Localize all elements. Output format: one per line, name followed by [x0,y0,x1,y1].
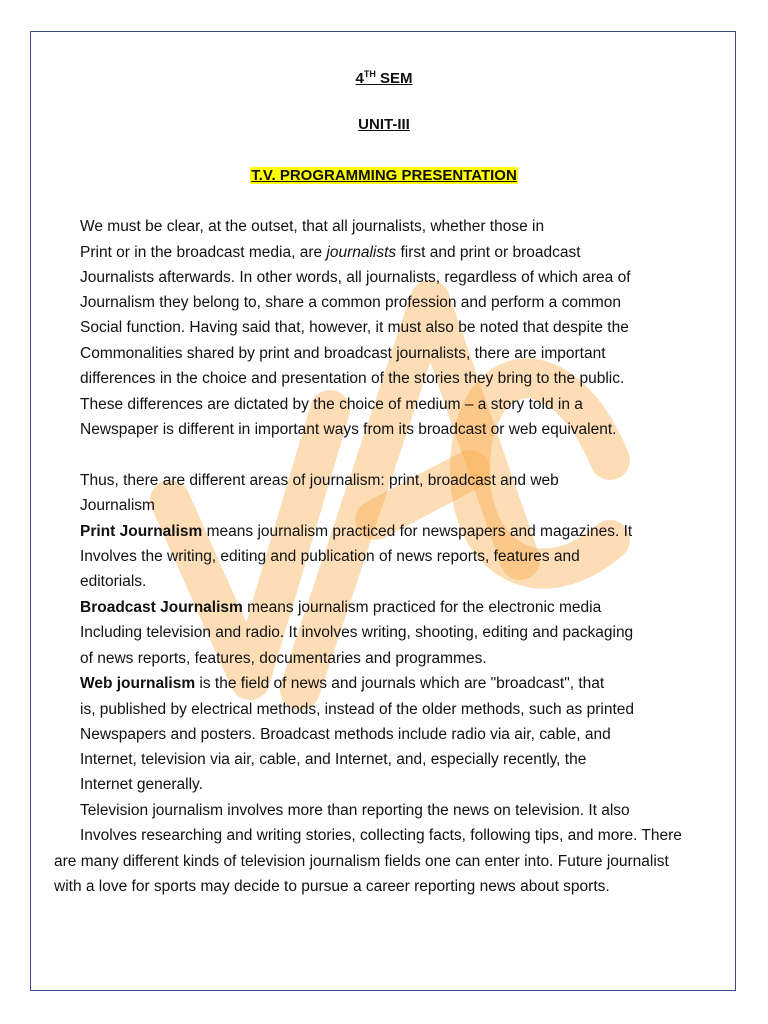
para1-line: These differences are dictated by the choice of medium – a story told in a [80,396,583,413]
broadcast-journalism-line: Broadcast Journalism means journalism practiced for the electronic media [80,599,602,616]
unit-heading: UNIT-III [358,116,410,133]
para1-line: Newspaper is different in important ways from its broadcast or web equivalent. [80,421,617,438]
tv-journalism-line: are many different kinds of television journalism fields one can enter into. Future journalist [54,853,669,870]
broadcast-journalism-term: Broadcast Journalism [80,599,243,616]
semester-heading: 4TH SEM [355,69,413,87]
italic-journalists: journalists [326,244,397,261]
print-journalism-term: Print Journalism [80,523,203,540]
document-title [0,166,768,186]
print-journalism-line: Involves the writing, editing and publication of news reports, features and [80,548,580,565]
para2-line: Journalism [80,497,155,514]
web-journalism-line: Web journalism is the field of news and journals which are "broadcast", that [80,675,605,692]
tv-journalism-line: Television journalism involves more than reporting the news on television. It also [80,802,630,819]
broadcast-journalism-line: Including television and radio. It involves writing, shooting, editing and packaging [80,624,634,641]
web-journalism-line: Newspapers and posters. Broadcast methods include radio via air, cable, and [80,726,611,743]
web-journalism-line: is, published by electrical methods, instead of the older methods, such as printed [80,701,635,718]
web-journalism-line: Internet generally. [80,776,203,793]
web-journalism-term: Web journalism [80,675,196,692]
para2-line: Thus, there are different areas of journalism: print, broadcast and web [80,472,559,489]
para1-line: Journalism they belong to, share a common profession and perform a common [80,294,622,311]
print-journalism-line: Print Journalism means journalism practiced for newspapers and magazines. It [80,523,633,540]
semester-superscript: TH [363,69,376,79]
para1-line: differences in the choice and presentation of the stories they bring to the public. [80,370,625,387]
broadcast-journalism-line: of news reports, features, documentaries and programmes. [80,650,487,667]
title-highlight: T.V. PROGRAMMING PRESENTATION [251,167,517,184]
para1-line: Commonalities shared by print and broadcast journalists, there are important [80,345,606,362]
para1-line: Print or in the broadcast media, are journalists first and print or broadcast [80,244,581,261]
web-journalism-line: Internet, television via air, cable, and Internet, and, especially recently, the [80,751,587,768]
print-journalism-line: editorials. [80,573,147,590]
para1-line: Social function. Having said that, however, it must also be noted that despite the [80,319,629,336]
tv-journalism-line: Involves researching and writing stories, collecting facts, following tips, and more. There [80,827,682,844]
para1-line: Journalists afterwards. In other words, all journalists, regardless of which area of [80,269,631,286]
tv-journalism-line: with a love for sports may decide to pursue a career reporting news about sports. [54,878,610,895]
para1-line: We must be clear, at the outset, that all journalists, whether those in [80,218,545,235]
